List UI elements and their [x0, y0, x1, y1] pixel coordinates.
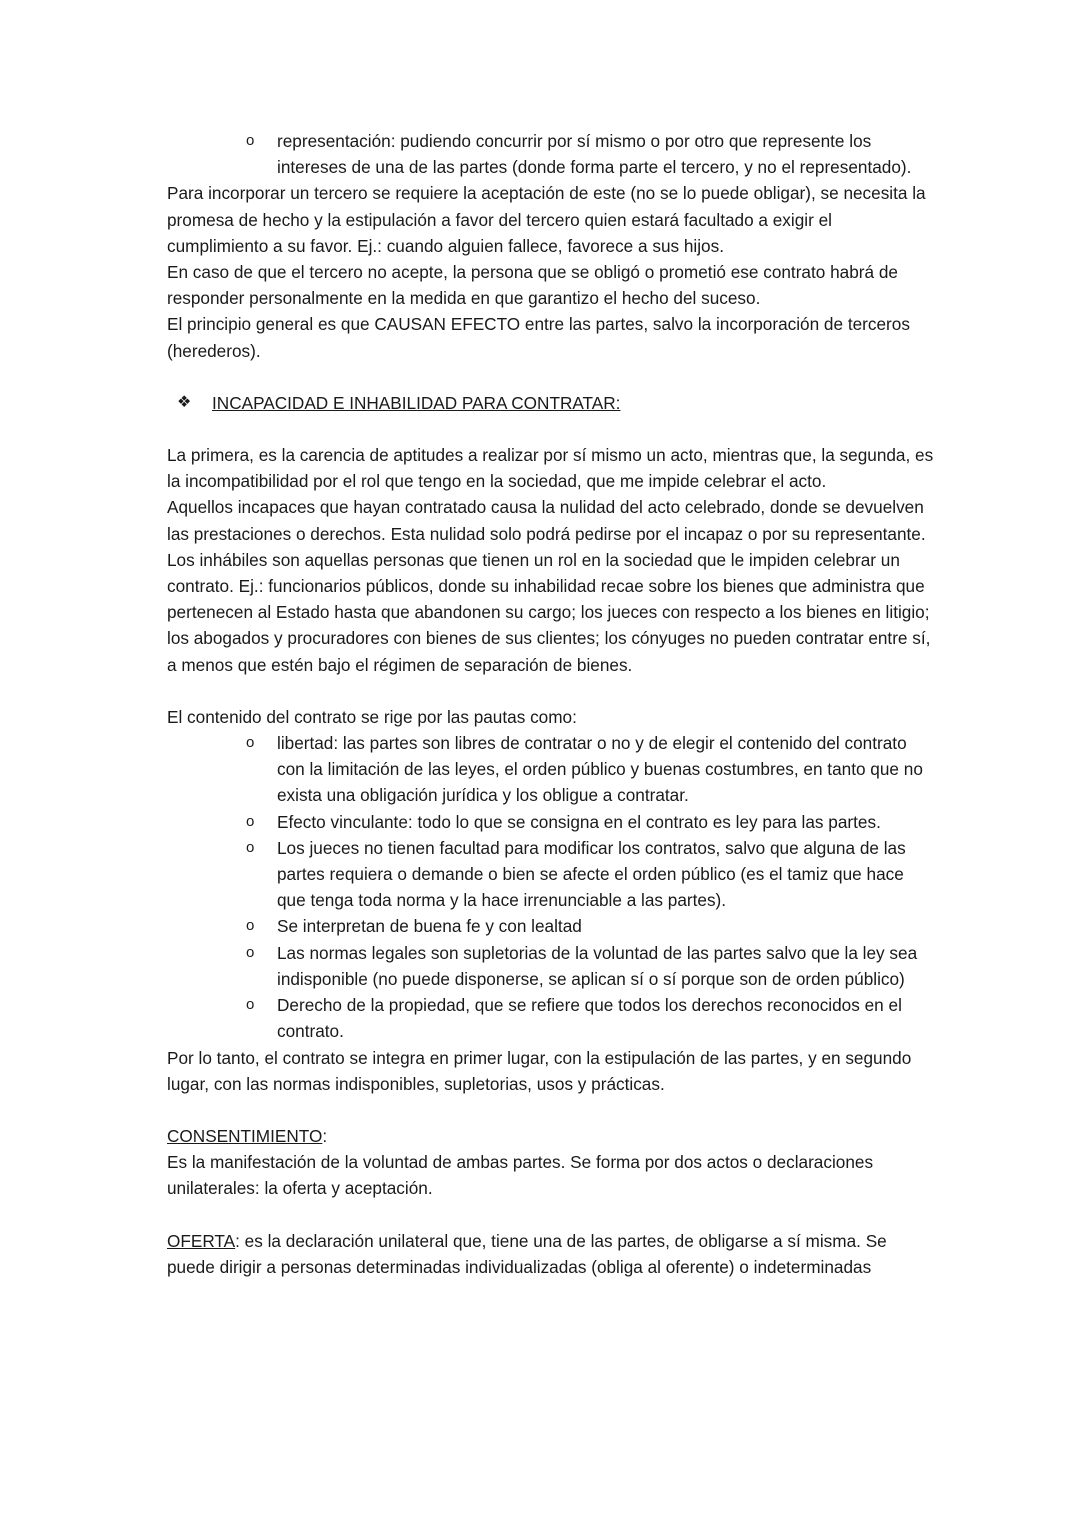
list-item: o Las normas legales son supletorias de la voluntad de las partes salvo que la ley sea indisponible (no puede disponerse, se aplican sí o sí porque son de orden público) [277, 940, 937, 992]
section-heading [167, 390, 937, 416]
list-item: o representación: pudiendo concurrir por sí mismo o por otro que represente los intereses de una de las partes (donde forma parte el tercero, y no el representado). [277, 128, 937, 180]
list-item: o libertad: las partes son libres de contratar o no y de elegir el contenido del contrato con la limitación de las leyes, el orden público y buenas costumbres, en tanto que no exista una obligación jurídica y los obligue a contratar. [277, 730, 937, 809]
contenido-intro: El contenido del contrato se rige por las pautas como: [167, 706, 577, 727]
paragraph: El principio general es que CAUSAN EFECTO entre las partes, salvo la incorporación de terceros (herederos). [167, 314, 910, 361]
consentimiento-heading-text: CONSENTIMIENTO [167, 1125, 323, 1146]
list-item: o Efecto vinculante: todo lo que se consigna en el contrato es ley para las partes. [277, 809, 937, 835]
list-item: o Derecho de la propiedad, que se refiere que todos los derechos reconocidos en el contrato. [277, 992, 937, 1044]
section-heading-text: INCAPACIDAD E INHABILIDAD PARA CONTRATAR: [212, 392, 621, 413]
spacer [167, 1202, 937, 1228]
spacer [167, 364, 937, 390]
paragraph: En caso de que el tercero no acepte, la persona que se obligó o prometió ese contrato habrá de responder personalmente en la medida en que garantizo el hecho del suceso. [167, 262, 898, 309]
list-item: o Los jueces no tienen facultad para modificar los contratos, salvo que alguna de las partes requiera o demande o bien se afecte el orden público (es el tamiz que hace que tenga toda norma y la hace irrenunciable a las partes). [277, 835, 937, 914]
list-item: o Se interpretan de buena fe y con lealtad [277, 913, 937, 939]
consentimiento-heading [167, 1123, 937, 1149]
document-page [167, 128, 937, 1280]
oferta-paragraph [167, 1228, 937, 1280]
paragraph: La primera, es la carencia de aptitudes a realizar por sí mismo un acto, mientras que, la segunda, es la incompatibilidad por el rol que tengo en la sociedad, que me impide celebrar el acto. [167, 445, 934, 492]
paragraph: Aquellos incapaces que hayan contratado causa la nulidad del acto celebrado, donde se devuelven las prestaciones o derechos. Esta nulidad solo podrá pedirse por el incapaz o por su representante. [167, 497, 926, 544]
spacer [167, 416, 937, 442]
paragraph: Los inhábiles son aquellas personas que tienen un rol en la sociedad que le impiden celebrar un contrato. Ej.: funcionarios públicos, donde su inhabilidad recae sobre los bienes que administra que pertenecen al Estado hasta que abandonen su cargo; los jueces con respecto a los bienes en litigio; los abogados y procuradores con bienes de sus clientes; los cónyuges no pueden contratar entre sí, a menos que estén bajo el régimen de separación de bienes. [167, 549, 931, 675]
contenido-conclusion: Por lo tanto, el contrato se integra en primer lugar, con la estipulación de las partes, y en segundo lugar, con las normas indisponibles, supletorias, usos y prácticas. [167, 1047, 912, 1094]
diamond-bullet-icon: ❖ [177, 393, 192, 411]
spacer [167, 1097, 937, 1123]
consentimiento-colon: : [322, 1125, 328, 1146]
spacer [167, 678, 937, 704]
paragraph: Para incorporar un tercero se requiere la aceptación de este (no se lo puede obligar), se necesita la promesa de hecho y la estipulación a favor del tercero quien estará facultado a exigir el cumplimiento a su favor. Ej.: cuando alguien fallece, favorece a sus hijos. [167, 183, 926, 256]
intro-sublist [167, 128, 937, 180]
contenido-sublist [167, 730, 937, 1044]
oferta-text: : es la declaración unilateral que, tiene una de las partes, de obligarse a sí misma. Se puede dirigir a personas determinadas individualizadas (obliga al oferente) o indeterminadas [167, 1230, 887, 1277]
consentimiento-text: Es la manifestación de la voluntad de ambas partes. Se forma por dos actos o declaraciones unilaterales: la oferta y aceptación. [167, 1152, 874, 1199]
oferta-heading: OFERTA [167, 1230, 236, 1251]
